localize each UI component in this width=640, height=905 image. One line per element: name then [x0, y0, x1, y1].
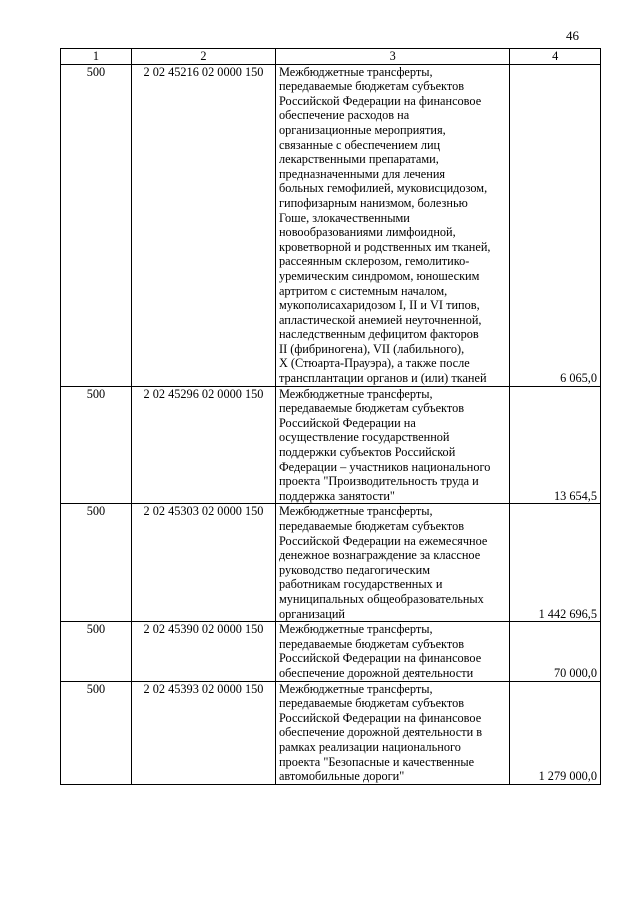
description-line: Межбюджетные трансферты,: [278, 622, 433, 637]
description-line: рамках реализации национального: [278, 739, 461, 754]
description-line: проекта "Производительность труда и: [278, 474, 479, 489]
page-number: 46: [566, 28, 579, 43]
row-amount: 70 000,0: [510, 622, 601, 681]
row-description: [275, 386, 510, 504]
description-line: обеспечение дорожной деятельности: [278, 665, 474, 680]
row-description: [275, 64, 510, 386]
description-line: уремическим синдромом, юношеским: [278, 268, 480, 283]
row-amount: 1 442 696,5: [510, 504, 601, 622]
description-line: Межбюджетные трансферты,: [278, 681, 433, 696]
description-line: Гоше, злокачественными: [278, 210, 410, 225]
description-line: наследственным дефицитом факторов: [278, 327, 479, 342]
description-line: денежное вознаграждение за классное: [278, 548, 481, 563]
description-line: артритом с системным началом,: [278, 283, 448, 298]
description-line: автомобильные дороги": [278, 769, 405, 784]
description-line: передаваемые бюджетам субъектов: [278, 401, 465, 416]
row-amount: 6 065,0: [510, 64, 601, 386]
description-line: Российской Федерации на: [278, 415, 416, 430]
row-amount: 1 279 000,0: [510, 681, 601, 784]
description-line: передаваемые бюджетам субъектов: [278, 79, 465, 94]
table-row: [61, 64, 601, 386]
description-line: новообразованиями лимфоидной,: [278, 225, 456, 240]
row-col1: 500: [61, 504, 132, 622]
description-line: мукополисахаридозом I, II и VI типов,: [278, 298, 480, 313]
table-row: [61, 622, 601, 681]
description-line: проекта "Безопасные и качественные: [278, 754, 475, 769]
description-line: организационные мероприятия,: [278, 122, 446, 137]
description-line: Российской Федерации на финансовое: [278, 93, 482, 108]
description-line: кроветворной и родственных им тканей,: [278, 239, 491, 254]
description-line: X (Стюарта-Прауэра), а также после: [278, 356, 470, 371]
header-row: [61, 49, 601, 65]
description-line: лекарственными препаратами,: [278, 152, 439, 167]
description-line: передаваемые бюджетам субъектов: [278, 636, 465, 651]
description-line: Межбюджетные трансферты,: [278, 386, 433, 401]
row-code: 2 02 45296 02 0000 150: [131, 386, 275, 504]
description-line: обеспечение дорожной деятельности в: [278, 725, 483, 740]
description-line: рассеянным склерозом, гемолитико-: [278, 254, 470, 269]
description-line: руководство педагогическим: [278, 562, 430, 577]
description-line: муниципальных общеобразовательных: [278, 591, 484, 606]
table-row: [61, 681, 601, 784]
description-line: организаций: [278, 606, 345, 621]
table-row: [61, 386, 601, 504]
header-col-1: 1: [61, 49, 132, 65]
description-line: Российской Федерации на финансовое: [278, 651, 482, 666]
description-line: апластической анемией неуточненной,: [278, 312, 482, 327]
row-amount: 13 654,5: [510, 386, 601, 504]
description-line: трансплантации органов и (или) тканей: [278, 371, 487, 386]
row-code: 2 02 45390 02 0000 150: [131, 622, 275, 681]
description-line: обеспечение расходов на: [278, 108, 410, 123]
description-line: Межбюджетные трансферты,: [278, 504, 433, 519]
description-line: Межбюджетные трансферты,: [278, 64, 433, 79]
row-code: 2 02 45303 02 0000 150: [131, 504, 275, 622]
header-col-4: 4: [510, 49, 601, 65]
description-line: работникам государственных и: [278, 577, 443, 592]
description-line: передаваемые бюджетам субъектов: [278, 519, 465, 533]
row-col1: 500: [61, 622, 132, 681]
budget-table: [60, 48, 601, 785]
description-line: поддержки субъектов Российской: [278, 445, 456, 460]
row-description: [275, 622, 510, 681]
row-col1: 500: [61, 386, 132, 504]
row-col1: 500: [61, 64, 132, 386]
description-line: осуществление государственной: [278, 430, 450, 445]
row-col1: 500: [61, 681, 132, 784]
table-row: [61, 504, 601, 622]
header-col-2: 2: [131, 49, 275, 65]
row-description: [275, 681, 510, 784]
table-body: [61, 64, 601, 784]
description-line: поддержка занятости": [278, 488, 395, 503]
description-line: предназначенными для лечения: [278, 166, 446, 181]
row-description: [275, 504, 510, 622]
description-line: передаваемые бюджетам субъектов: [278, 696, 465, 711]
description-line: гипофизарным нанизмом, болезнью: [278, 195, 468, 210]
header-col-3: 3: [275, 49, 510, 65]
description-line: Федерации – участников национального: [278, 459, 491, 474]
row-code: 2 02 45216 02 0000 150: [131, 64, 275, 386]
description-line: Российской Федерации на финансовое: [278, 710, 482, 725]
description-line: связанные с обеспечением лиц: [278, 137, 441, 152]
description-line: Российской Федерации на ежемесячное: [278, 533, 488, 548]
description-line: II (фибриногена), VII (лабильного),: [278, 341, 465, 356]
row-code: 2 02 45393 02 0000 150: [131, 681, 275, 784]
description-line: больных гемофилией, муковисцидозом,: [278, 181, 488, 196]
